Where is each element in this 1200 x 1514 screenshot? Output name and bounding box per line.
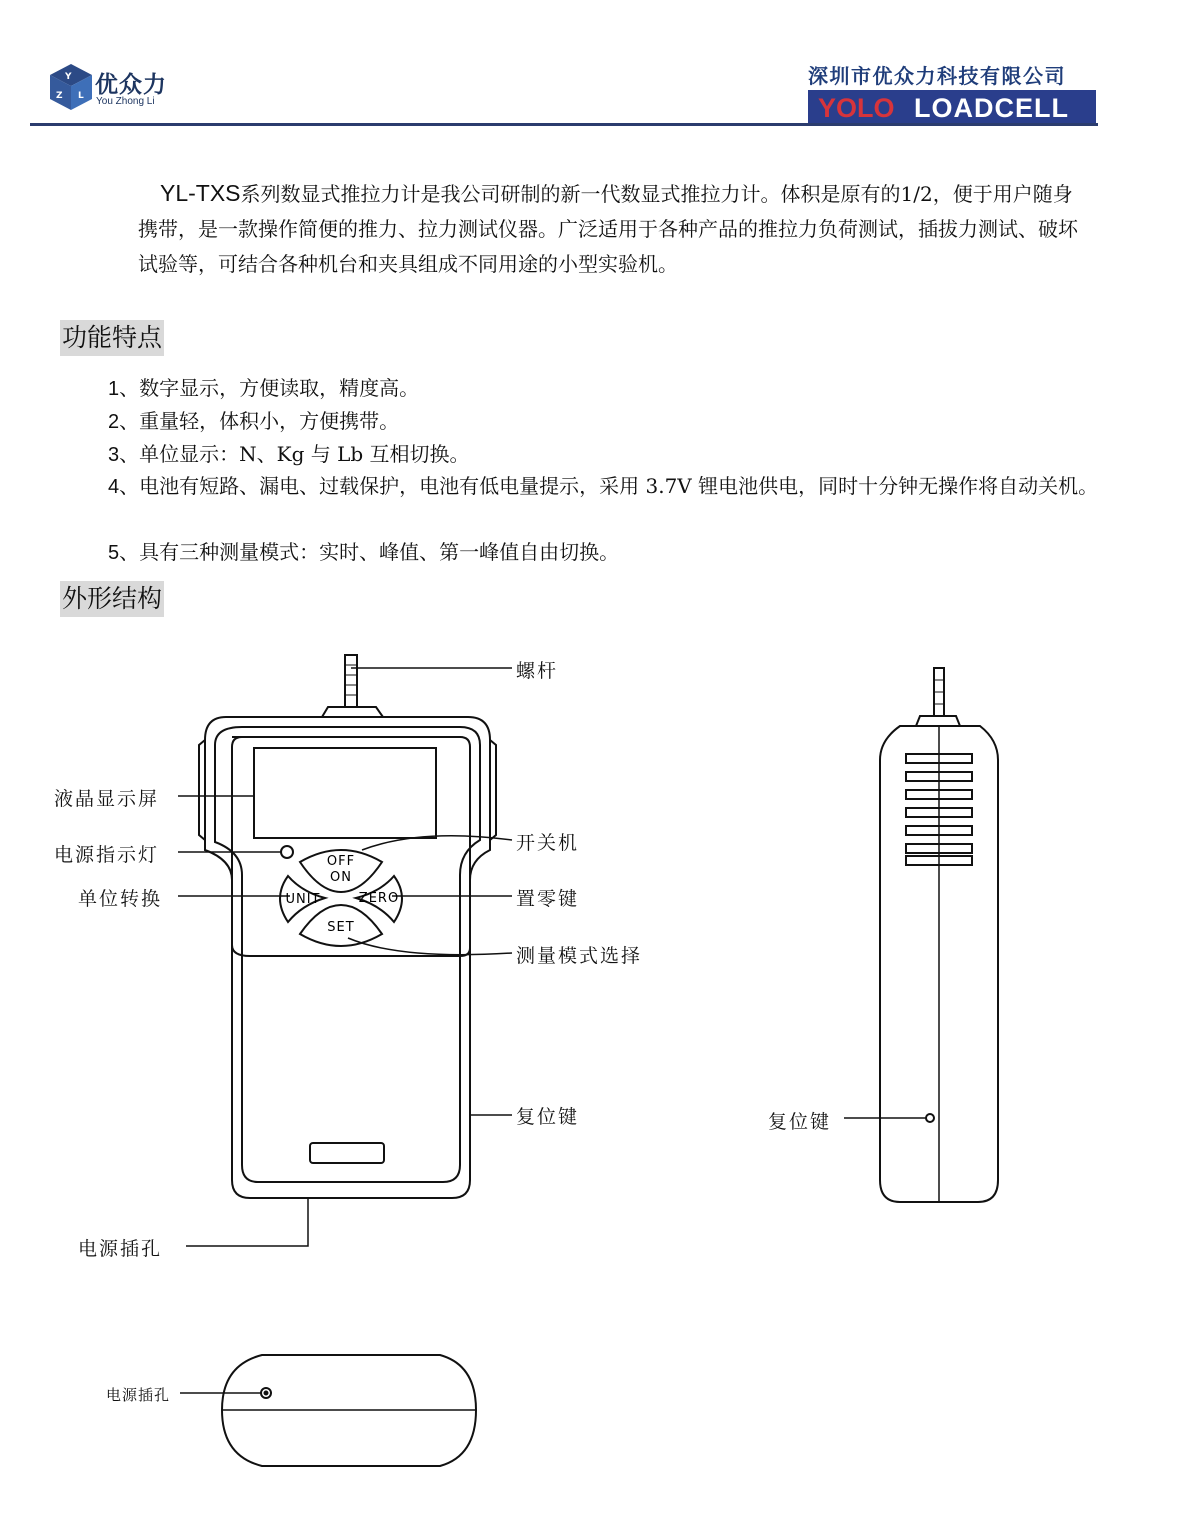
feature-item: 3、单位显示：N、Kg 与 Lb 互相切换。 <box>108 442 470 466</box>
label-mode-select: 测量模式选择 <box>516 945 643 967</box>
label-screw: 螺杆 <box>516 660 559 682</box>
label-lcd: 液晶显示屏 <box>54 788 160 810</box>
label-side-reset-key: 复位键 <box>768 1111 832 1133</box>
logo-subtext: You Zhong Li <box>96 96 155 107</box>
screw-base <box>322 707 383 717</box>
device-body-outer <box>205 717 490 1198</box>
on-label: ON <box>330 870 352 885</box>
label-power-led: 电源指示灯 <box>54 844 160 866</box>
feature-item: 2、重量轻，体积小，方便携带。 <box>108 409 400 433</box>
label-bottom-power-jack: 电源插孔 <box>106 1386 171 1404</box>
label-power-switch: 开关机 <box>516 832 580 854</box>
intro-paragraph <box>138 176 1078 282</box>
label-reset-key: 复位键 <box>516 1106 580 1128</box>
feature-item: 4、电池有短路、漏电、过载保护，电池有低电量提示，采用 3.7V 锂电池供电，同时十分钟无操作将自动关机。 <box>108 474 1099 498</box>
label-zero-key: 置零键 <box>516 888 580 910</box>
lcd-screen <box>254 748 436 838</box>
svg-text:Y: Y <box>65 72 72 82</box>
feature-item: 1、数字显示，方便读取，精度高。 <box>108 376 420 400</box>
logo-text: 优众力 <box>95 72 167 98</box>
side-reset-hole <box>926 1114 934 1122</box>
off-label: OFF <box>326 854 356 869</box>
power-led <box>281 846 293 858</box>
zero-label: ZERO <box>358 891 400 906</box>
intro-text: 系列数显式推拉力计是我公司研制的新一代数显式推拉力计。体积是原有的1/2，便于用户随身携带，是一款操作简便的推力、拉力测试仪器。广泛适用于各种产品的推拉力负荷测试，插拔力测试、破坏试验等，可结合各种机台和夹具组成不同用途的小型实验机。 <box>138 182 1078 276</box>
brand-yolo: YOLO <box>818 93 895 123</box>
company-name: 深圳市优众力科技有限公司 <box>808 64 1066 88</box>
svg-text:L: L <box>78 91 84 101</box>
reset-key-slot <box>310 1143 384 1163</box>
logo-cube-icon <box>48 62 94 112</box>
header-divider <box>30 123 1098 126</box>
label-power-jack: 电源插孔 <box>78 1238 163 1260</box>
unit-label: UNIT <box>285 892 321 907</box>
model-name: YL-TXS <box>160 180 241 206</box>
brand-loadcell: LOADCELL <box>914 93 1069 123</box>
features-heading: 功能特点 <box>60 320 164 356</box>
structure-heading: 外形结构 <box>60 581 164 617</box>
label-unit-switch: 单位转换 <box>78 888 163 910</box>
feature-item: 5、具有三种测量模式：实时、峰值、第一峰值自由切换。 <box>108 540 620 564</box>
set-label: SET <box>327 920 355 935</box>
screw-rod <box>345 655 357 707</box>
device-diagram <box>0 640 1200 1514</box>
svg-text:Z: Z <box>56 91 63 101</box>
